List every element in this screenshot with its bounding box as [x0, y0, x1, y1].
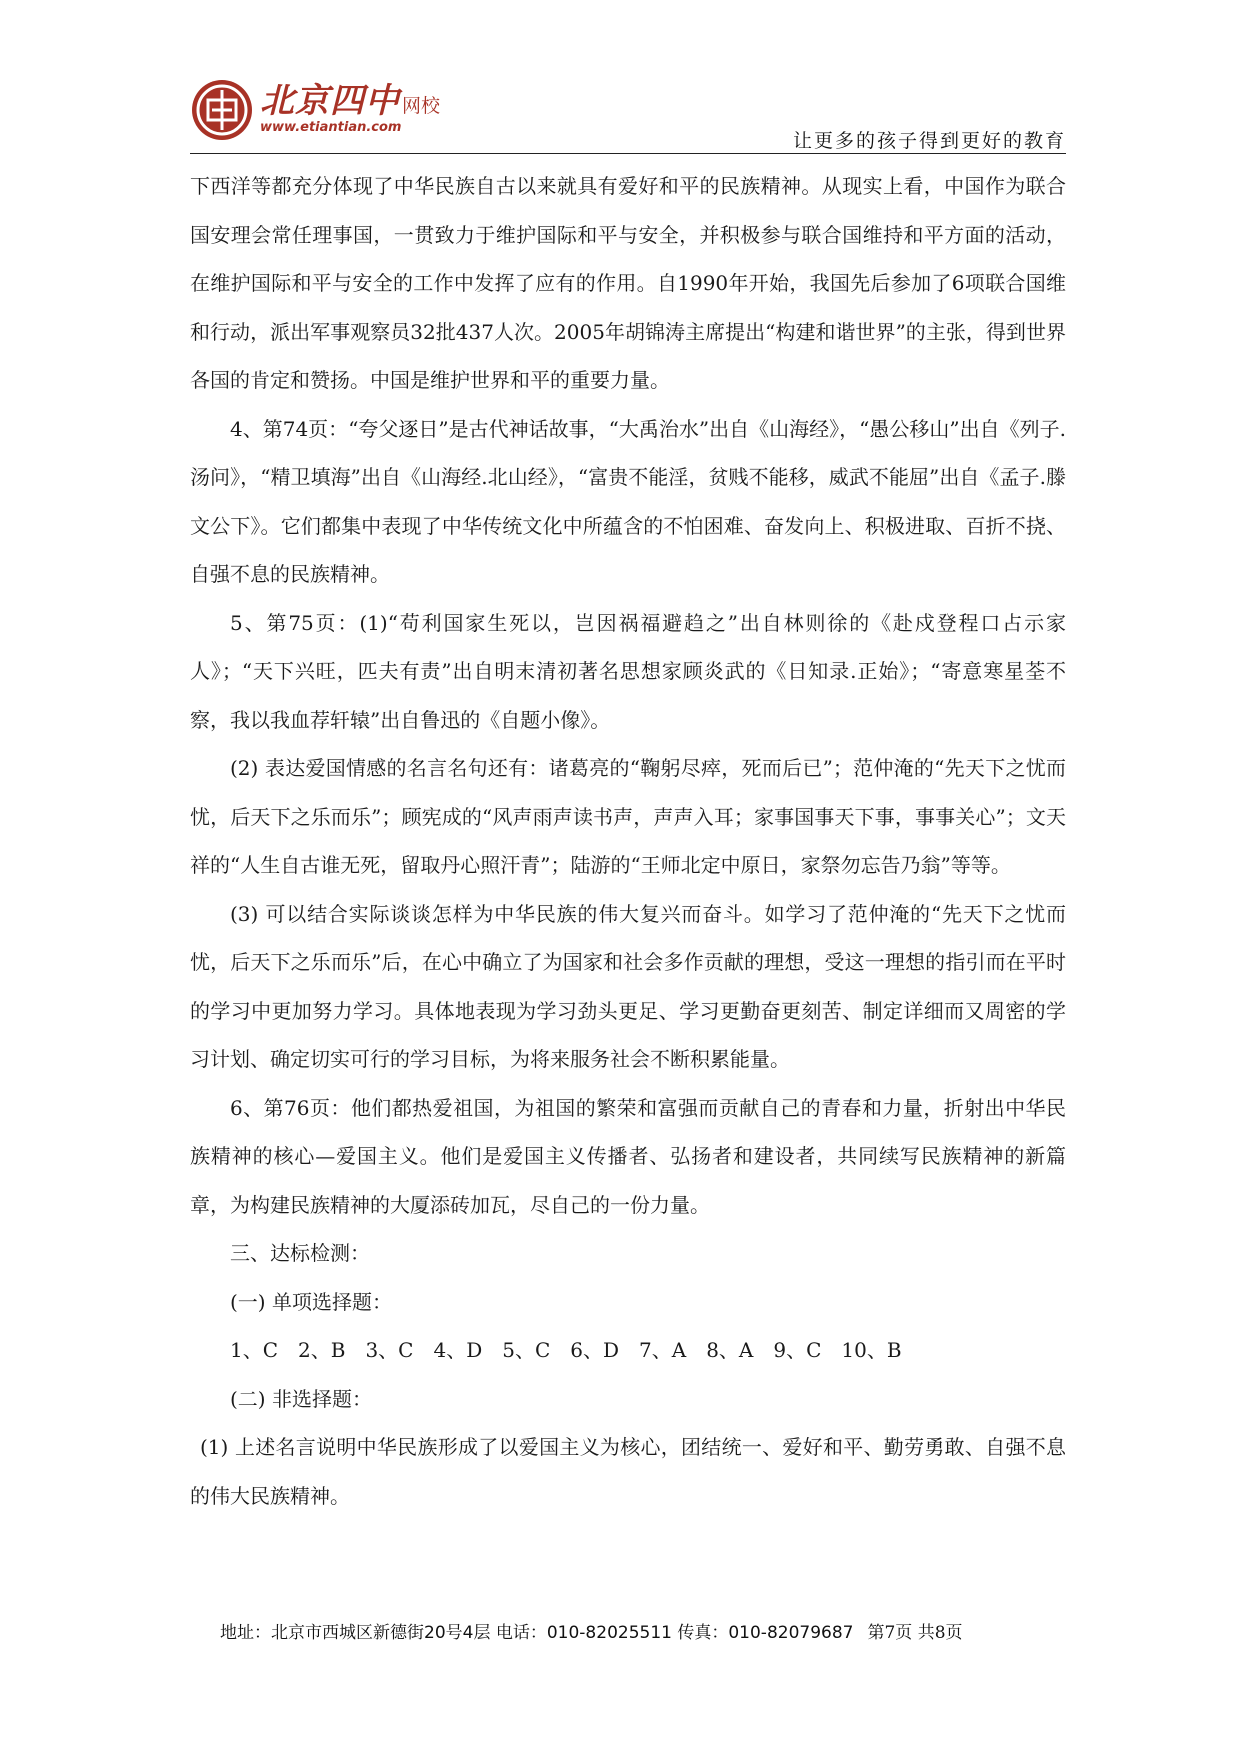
subheading-non-choice: (二) 非选择题：	[230, 1386, 372, 1411]
paragraph-continued: 下西洋等都充分体现了中华民族自古以来就具有爱好和平的民族精神。从现实上看，中国作为联合国安理会常任理事国，一贯致力于维护国际和平与安全，并积极参与联合国维持和平方面的活动，在维护国际和平与安全的工作中发挥了应有的作用。自1990年开始，我国先后参加了6项联合国维和行动，派出军事观察员32批437人次。2005年胡锦涛主席提出“构建和谐世界”的主张，得到世界各国的肯定和赞扬。中国是维护世界和平的重要力量。	[190, 174, 1066, 392]
footer-page-number: 第7页 共8页	[867, 1623, 963, 1643]
document-body	[190, 162, 1066, 1520]
header-slogan: 让更多的孩子得到更好的教育	[792, 130, 1066, 152]
section-heading-test: 三、达标检测：	[230, 1241, 370, 1265]
header-divider	[190, 153, 1066, 154]
paragraph-answer-1: (1) 上述名言说明中华民族形成了以爱国主义为核心，团结统一、爱好和平、勤劳勇敢、自强不息的伟大民族精神。	[190, 1435, 1066, 1508]
logo-subtitle: 网校	[402, 95, 441, 117]
subheading-single-choice: (一) 单项选择题：	[230, 1289, 392, 1314]
paragraph-item-5-3: (3) 可以结合实际谈谈怎样为中华民族的伟大复兴而奋斗。如学习了范仲淹的“先天下之忧而忧，后天下之乐而乐”后，在心中确立了为国家和社会多作贡献的理想，受这一理想的指引而在平时的学习中更加努力学习。具体地表现为学习劲头更足、学习更勤奋更刻苦、制定详细而又周密的学习计划、确定切实可行的学习目标，为将来服务社会不断积累能量。	[190, 901, 1066, 1071]
logo-title-text: 北京四中	[260, 81, 400, 121]
paragraph-item-4: 4、第74页：“夸父逐日”是古代神话故事，“大禹治水”出自《山海经》，“愚公移山”出自《列子.汤问》，“精卫填海”出自《山海经.北山经》，“富贵不能淫，贫贱不能移，威武不能屈”出自《孟子.滕文公下》。它们都集中表现了中华传统文化中所蕴含的不怕困难、奋发向上、积极进取、百折不挠、自强不息的民族精神。	[190, 416, 1066, 586]
paragraph-item-6: 6、第76页：他们都热爱祖国，为祖国的繁荣和富强而贡献自己的青春和力量，折射出中华民族精神的核心—爱国主义。他们是爱国主义传播者、弘扬者和建设者，共同续写民族精神的新篇章，为构建民族精神的大厦添砖加瓦，尽自己的一份力量。	[190, 1095, 1066, 1217]
answer-key: 1、C 2、B 3、C 4、D 5、C 6、D 7、A 8、A 9、C 10、B	[230, 1338, 902, 1362]
logo-title	[260, 81, 441, 123]
logo-url: www.etiantian.com	[260, 120, 402, 135]
footer-address: 地址：北京市西城区新德街20号4层 电话：010-82025511 传真：010-82079687	[220, 1623, 854, 1643]
school-logo-icon	[190, 78, 254, 142]
page-header	[190, 78, 1066, 154]
paragraph-item-5: 5、第75页：(1)“苟利国家生死以，岂因祸福避趋之”出自林则徐的《赴戍登程口占示家人》；“天下兴旺，匹夫有责”出自明末清初著名思想家顾炎武的《日知录.正始》；“寄意寒星荃不察，我以我血荐轩辕”出自鲁迅的《自题小像》。	[190, 610, 1066, 732]
paragraph-item-5-2: (2) 表达爱国情感的名言名句还有：诸葛亮的“鞠躬尽瘁，死而后已”；范仲淹的“先天下之忧而忧，后天下之乐而乐”；顾宪成的“风声雨声读书声，声声入耳；家事国事天下事，事事关心”；文天祥的“人生自古谁无死，留取丹心照汗青”；陆游的“王师北定中原日，家祭勿忘告乃翁”等等。	[190, 756, 1066, 877]
page-footer	[220, 1618, 963, 1643]
